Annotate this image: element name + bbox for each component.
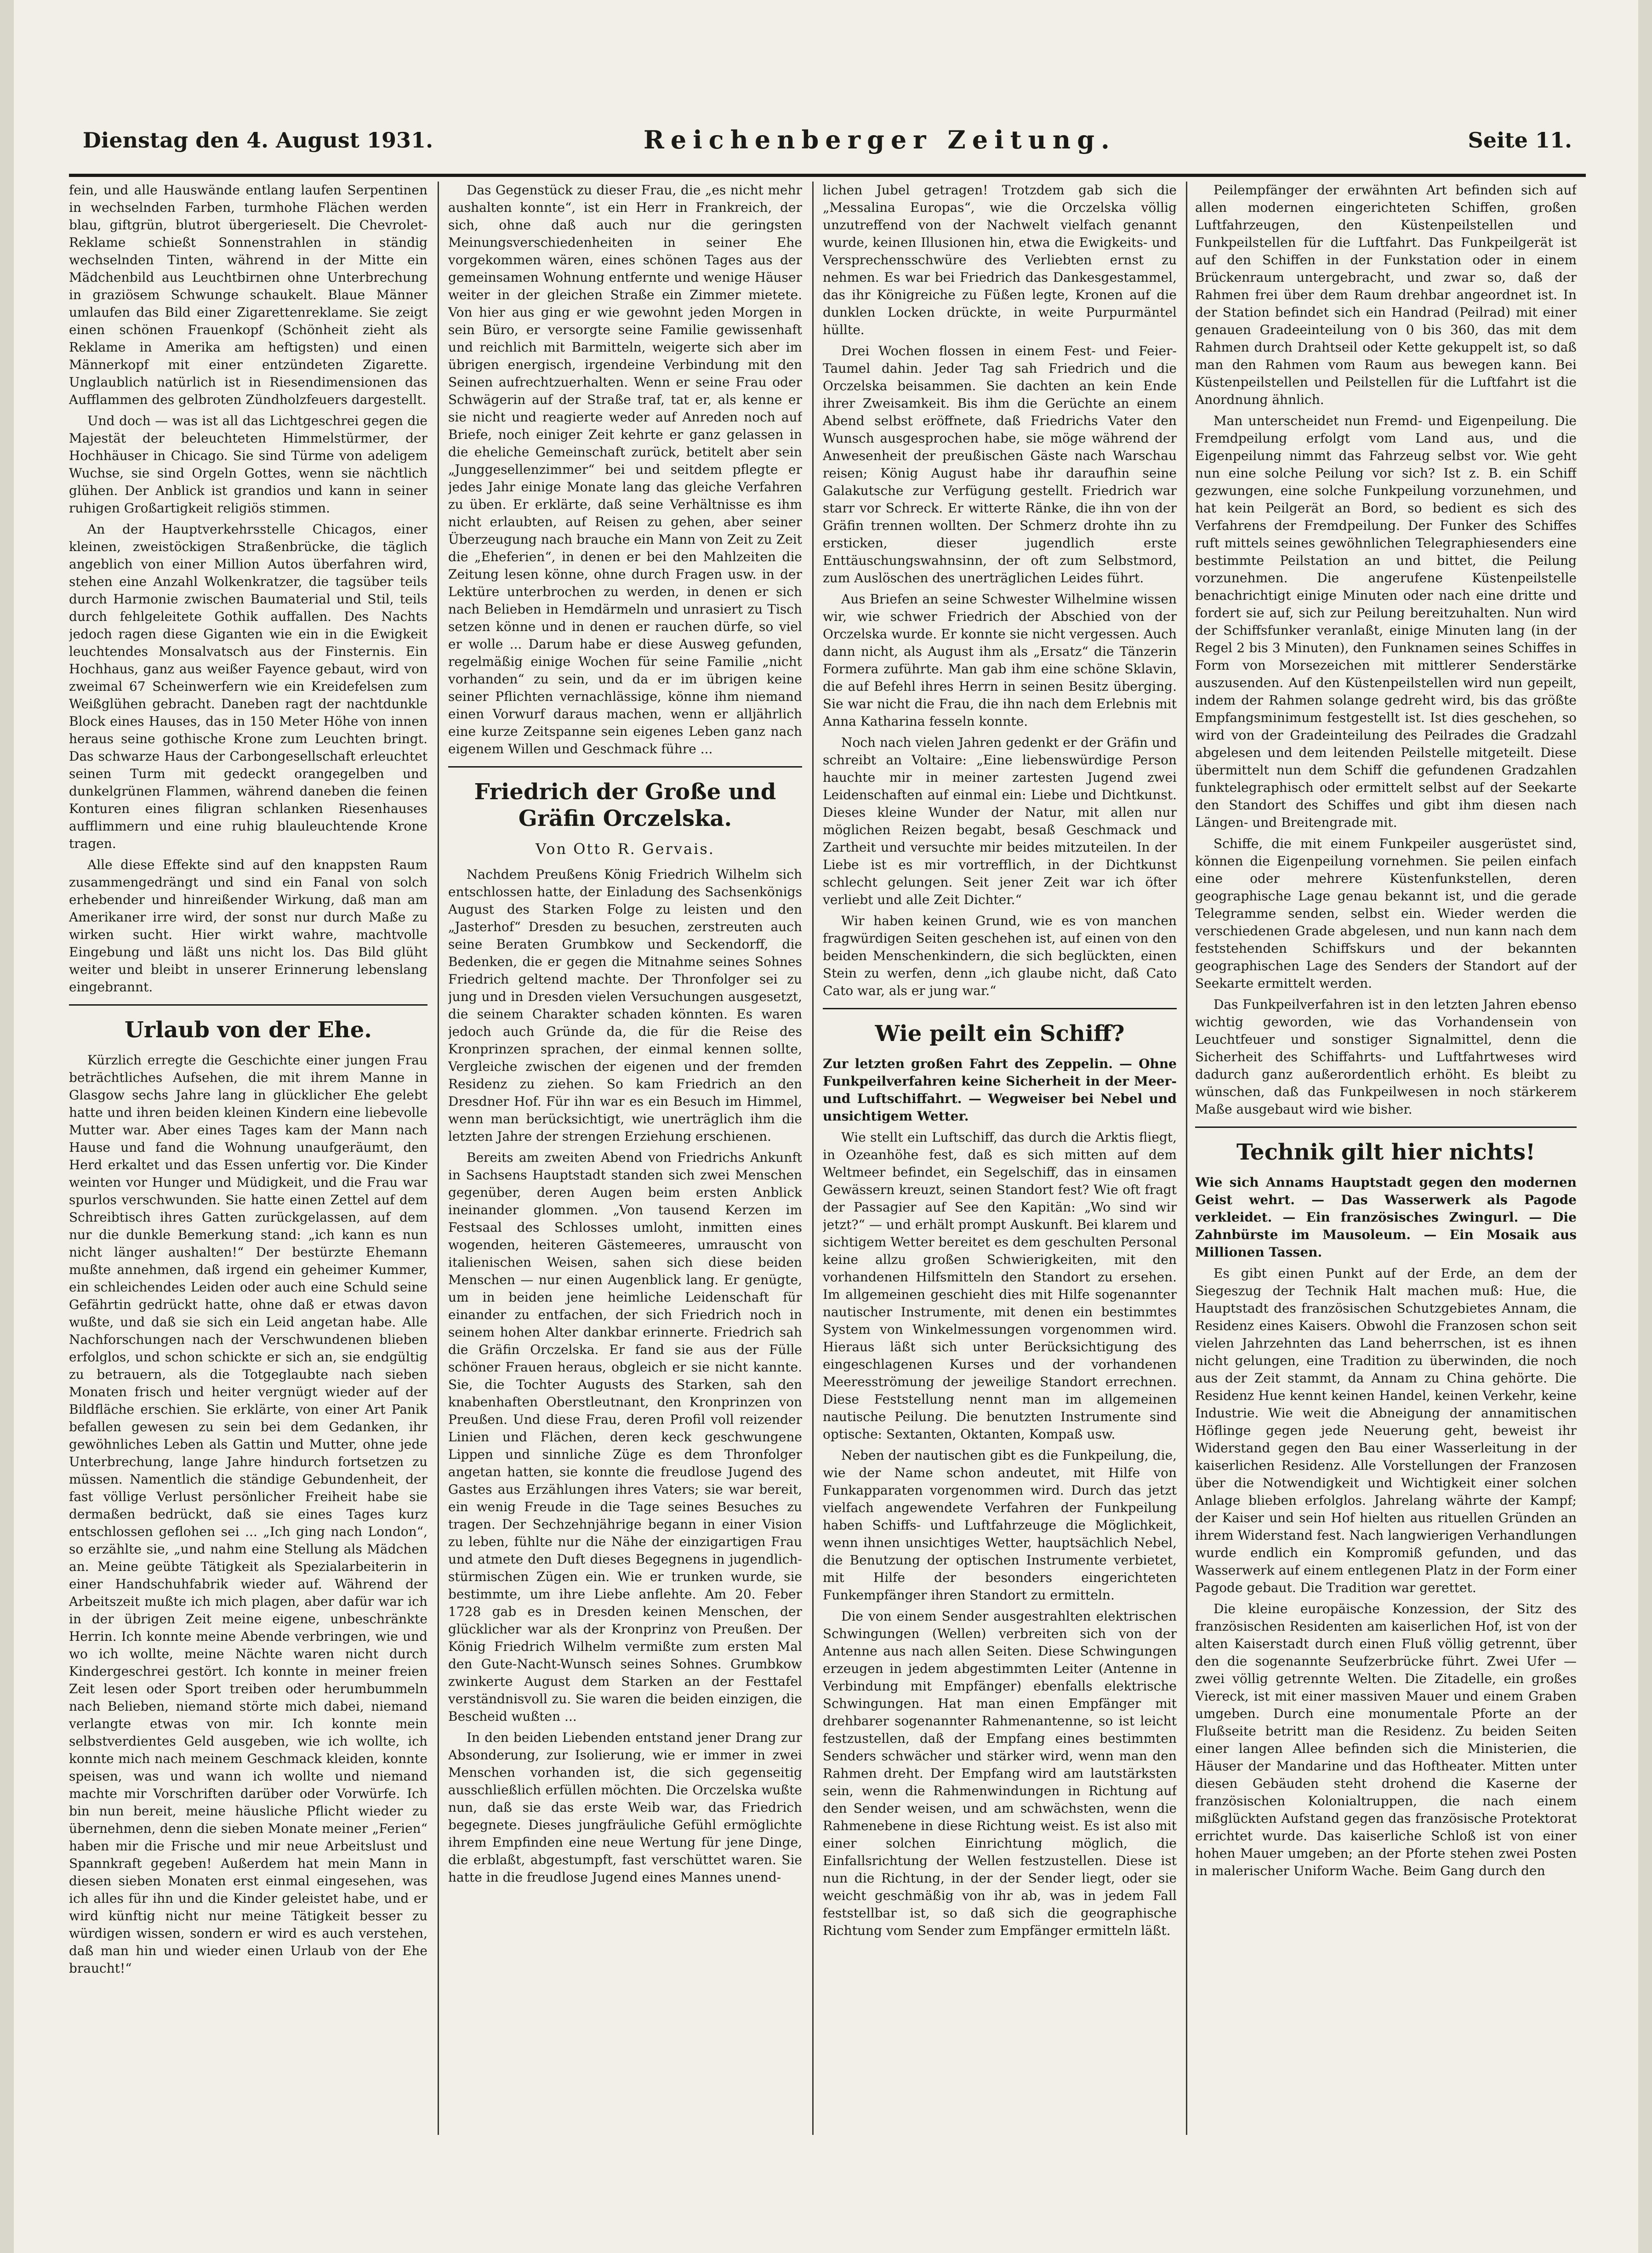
article-byline: Von Otto R. Gervais. — [535, 840, 715, 858]
article-paragraph: Kürzlich erregte die Geschichte einer jungen Frau beträchtliches Aufsehen, die mit ihrem Manne in Glasgow sechs Jahre lang in glücklicher Ehe gelebt hatte und ihren beiden kleinen Kindern eine liebevolle Mutter war. Aber eines Tages kam der Mann nach Hause und fand die Wohnung unaufgeräumt, den Herd erkaltet und das Essen unfertig vor. Die Kinder weinten vor Hunger und Müdigkeit, und die Frau war spurlos verschwunden. Sie hatte einen Zettel auf dem Schreibtisch ihres Gatten zurückgelassen, auf dem nur die dunkle Bemerkung stand: „ich kann es nun nicht länger aushalten!“ Der bestürzte Ehemann mußte annehmen, daß irgend ein geheimer Kummer, ein schleichendes Leiden oder auch eine Schuld seine Gefährtin gedrückt hatte, ohne daß er etwas davon wußte, und daß sie sich ein Leid angetan habe. Alle Nachforschungen nach der Verschwundenen blieben erfolglos, und schon schickte er sich an, sie endgültig zu betrauern, als die Totgeglaubte nach sieben Monaten frisch und heiter vergnügt wieder auf der Bildfläche erschien. Sie erklärte, von einer Art Panik befallen gewesen zu sein bei dem Gedanken, ihr gewöhnliches Leben als Gattin und Mutter, ohne jede Unterbrechung, lange Jahre hindurch fortsetzen zu müssen. Namentlich die ständige Gebundenheit, der fast völlige Verlust persönlicher Freiheit habe sie dermaßen bedrückt, daß sie eines Tages kurz entschlossen geflohen sei ... „Ich ging nach London“, so erzählte sie, „und nahm eine Stellung als Mädchen an. Meine geübte Tätigkeit als Spezialarbeiterin in einer Handschuhfabrik wieder auf. Während der Arbeitszeit mußte ich mich plagen, aber dafür war ich in der übrigen Zeit meine eigene, unbeschränkte Herrin. Ich konnte meine Abende verbringen, wie und wo ich wollte, meine Nächte waren nicht durch Kindergeschrei gestört. Ich konnte in meiner freien Zeit lesen oder Sport treiben oder herumbummeln nach Belieben, niemand störte mich dabei, niemand verlangte etwas von mir. Ich konnte mein selbstverdientes Geld ausgeben, wie ich wollte, ich konnte mich nach meinem Geschmack kleiden, konnte speisen, was und wann ich wollte und niemand machte mir Vorschriften darüber oder Vorwürfe. Ich bin nun bereit, meine häusliche Pflicht wieder zu übernehmen, denn die sieben Monate meiner „Ferien“ haben mir die Frische und mir neue Arbeitslust und Spannkraft gegeben! Außerdem hat mein Mann in diesen sieben Monaten erst einmal eingesehen, was ich alles für ihn und die Kinder geleistet habe, und er wird künftig nicht nur meine Tätigkeit besser zu würdigen wissen, sondern er wird es auch verstehen, daß man hin und wieder einen Urlaub von der Ehe braucht!“ — [69, 1053, 427, 1976]
article-paragraph: lichen Jubel getragen! Trotzdem gab sich die „Messalina Europas“, wie die Orczelska völlig unzutreffend von der Nachwelt vielfach genannt wurde, keinen Illusionen hin, etwa die Ewigkeits- und Versprechensschwüre des Verliebten ernst zu nehmen. Es war bei Friedrich das Dankesgestammel, das ihr Königreiche zu Füßen legte, Kronen auf die dunklen Locken drückte, in weite Purpurmäntel hüllte. — [823, 182, 1177, 337]
newspaper-title: Reichenberger Zeitung. — [644, 125, 1116, 154]
page-number: Seite 11. — [1468, 128, 1572, 153]
article-paragraph: Peilempfänger der erwähnten Art befinden sich auf allen modernen eingerichteten Schiffen, großen Luftfahrzeugen, den Küstenpeilstellen und Funkpeilstellen für die Luftfahrt. Das Funkpeilgerät ist auf den Schiffen in der Funkstation oder in einem Brückenraum untergebracht, und zwar so, daß der Rahmen frei über dem Raum drehbar angeordnet ist. In der Station befindet sich ein Handrad (Peilrad) mit einer genauen Gradeeinteilung von 0 bis 360, das mit dem Rahmen durch Drahtseil oder Kette gekuppelt ist, so daß man den Rahmen vom Raum aus bewegen kann. Bei Küstenpeilstellen und Peilstellen für die Luftfahrt ist die Anordnung ähnlich. — [1195, 182, 1577, 407]
header-date: Dienstag den 4. August 1931. — [83, 128, 433, 153]
article-heading: Wie peilt ein Schiff? — [875, 1021, 1125, 1047]
article-lead: Zur letzten großen Fahrt des Zeppelin. — Ohne Funkpeilverfahren keine Sicherheit in der Meer- und Luftschiffahrt. — Wegweiser bei Nebel und unsichtigem Wetter. — [823, 1056, 1177, 1124]
section-rule — [69, 1004, 427, 1006]
article-paragraph: Das Gegenstück zu dieser Frau, die „es nicht mehr aushalten konnte“, ist ein Herr in Frankreich, der sich, ohne daß auch nur die geringsten Meinungsverschiedenheiten in seiner Ehe vorgekommen wären, eines schönen Tages aus der gemeinsamen Wohnung entfernte und wenige Häuser weiter in der gleichen Straße ein Zimmer mietete. Von hier aus ging er wie gewohnt jeden Morgen in sein Büro, er versorgte seine Familie gewissenhaft und reichlich mit Barmitteln, weigerte sich aber im übrigen energisch, irgendeine Verbindung mit den Seinen aufrechtzuerhalten. Wenn er seine Frau oder Schwägerin auf der Straße traf, tat er, als kenne er sie nicht und reagierte weder auf Anreden noch auf Briefe, noch einiger Zeit kehrte er ganz gelassen in die eheliche Gemeinschaft zurück, betitelt aber sein „Junggesellenzimmer“ bei und seitdem pflegte er jedes Jahr einige Monate lang das gleiche Verfahren zu üben. Er erklärte, daß seine Verhältnisse es ihm nicht erlaubten, auf Reisen zu gehen, aber seiner Überzeugung nach brauche ein Mann von Zeit zu Zeit die „Eheferien“, in denen er bei den Mahlzeiten die Zeitung lesen könne, ohne durch Fragen usw. in der Lektüre unterbrochen zu werden, in denen er sich nach Belieben in Hemdärmeln und unrasiert zu Tisch setzen könne und in denen er rauchen dürfe, so viel er wolle ... Darum habe er diese Ausweg gefunden, regelmäßig einige Wochen für seine Familie „nicht vorhanden“ zu sein, und da er im übrigen keine seiner Pflichten vernachlässige, könne ihm niemand einen Vorwurf daraus machen, wenn er alljährlich eine kurze Zeitspanne sein eigenes Leben ganz nach eigenem Willen und Geschmack führe ... — [448, 182, 802, 757]
article-paragraph: An der Hauptverkehrsstelle Chicagos, einer kleinen, zweistöckigen Straßenbrücke, die täglich angeblich von einer Million Autos überfahren wird, stehen eine Anzahl Wolkenkratzer, die tagsüber teils durch Harmonie zwischen Baumaterial und Stil, teils durch fehlgeleitete Gothik auffallen. Des Nachts jedoch ragen diese Giganten wie ein in die Ewigkeit leuchtendes Monsalvatsch aus der Finsternis. Ein Hochhaus, ganz aus weißer Fayence gebaut, wird von zweimal 67 Scheinwerfern wie ein Kreidefelsen zum Weißglühen gebracht. Daneben ragt der nachtdunkle Block eines Hauses, das in 150 Meter Höhe von innen heraus seine gothische Krone zum Leuchten bringt. Das schwarze Haus der Carbongesellschaft erleuchtet seinen Turm mit gedeckt orangegelben und dunkelgrünen Flammen, während daneben die feinen Konturen eines filigran schlanken Riesenhauses aufflimmern und eine ruhig blauleuchtende Krone tragen. — [69, 522, 427, 851]
article-heading: Friedrich der Große und Gräfin Orczelska. — [474, 779, 776, 831]
article-paragraph: Die kleine europäische Konzession, der Sitz des französischen Residenten am kaiserlichen Hof, ist von der alten Kaiserstadt durch einen Fluß völlig getrennt, über den die sogenannte Seufzerbrücke führt. Zwei Ufer — zwei völlig getrennte Welten. Die Zitadelle, ein großes Viereck, ist mit einer massiven Mauer und einem Graben umgeben. Durch eine monumentale Pforte an der Flußseite betritt man die Residenz. Zu beiden Seiten einer langen Allee befinden sich die Ministerien, die Häuser der Mandarine und das Hoftheater. Mitten unter diesen Gebäuden steht drohend die Kaserne der französischen Kolonialtruppen, die nach einem mißglückten Aufstand gegen das französische Protektorat errichtet wurde. Das kaiserliche Schloß ist von einer hohen Mauer umgeben; an der Pforte stehen zwei Posten in malerischer Uniform Wache. Beim Gang durch den — [1195, 1601, 1577, 1878]
article-paragraph: In den beiden Liebenden entstand jener Drang zur Absonderung, zur Isolierung, wie er immer in zwei Menschen vorhanden ist, die sich gegenseitig ausschließlich erfüllen möchten. Die Orczelska wußte nun, daß sie das erste Weib war, das Friedrich begegnete. Dieses jungfräuliche Gefühl ermöglichte ihrem Empfinden eine neue Wertung für jene Dinge, die erblaßt, abgestumpft, fast verschüttet waren. Sie hatte in die freudlose Jugend eines Mannes unend- — [448, 1730, 802, 1885]
article-paragraph: Schiffe, die mit einem Funkpeiler ausgerüstet sind, können die Eigenpeilung vornehmen. Sie peilen einfach eine oder mehrere Küstenfunkstellen, deren geographische Lage genau bekannt ist, und die gerade Telegramme senden, selbst ein. Wieder werden die verschiedenen Grade abgelesen, und nun kann nach dem feststehenden Schiffskurs und der bekannten geographischen Lage des Senders der Standort auf der Seekarte ermittelt werden. — [1195, 836, 1577, 991]
article-lead: Wie sich Annams Hauptstadt gegen den modernen Geist wehrt. — Das Wasserwerk als Pagode verkleidet. — Ein französisches Zwingurl. — Die Zahnbürste im Mausoleum. — Ein Mosaik aus Millionen Tassen. — [1195, 1175, 1577, 1260]
column-divider — [1186, 182, 1187, 2135]
column-4 — [1195, 182, 1577, 2135]
article-paragraph: Man unterscheidet nun Fremd- und Eigenpeilung. Die Fremdpeilung erfolgt vom Land aus, und die Eigenpeilung nimmt das Fahrzeug selbst vor. Wie geht nun eine solche Peilung vor sich? Ist z. B. ein Schiff gezwungen, eine solche Funkpeilung vorzunehmen, und hat kein Peilgerät an Bord, so bedient es sich des Verfahrens der Fremdpeilung. Der Funker des Schiffes ruft mittels seines gewöhnlichen Telegraphiesenders eine bestimmte Peilstation an und bittet, die Peilung vorzunehmen. Die angerufene Küstenpeilstelle benachrichtigt einige Minuten oder nach eine dritte und fordert sie auf, sich zur Peilung bereitzuhalten. Nun wird der Schiffsfunker veranlaßt, einige Minuten lang (in der Regel 2 bis 3 Minuten), den Funknamen seines Schiffes in Form von Morsezeichen mit mittlerer Senderstärke auszusenden. Auf den Küstenpeilstellen wird nun gepeilt, indem der Rahmen solange gedreht wird, bis das größte Empfangsminimum festgestellt ist. Ist dies geschehen, so wird von der Gradeinteilung des Peilrades die Gradzahl abgelesen und dem leitenden Peilstelle mitgeteilt. Diese übermittelt nun dem Schiff die gefundenen Gradzahlen funktelegraphisch oder ermittelt selbst auf der Seekarte den Standort des Schiffes und gibt ihm diesen nach Längen- und Breitengrade mit. — [1195, 413, 1577, 830]
column-divider — [438, 182, 439, 2135]
article-paragraph: Wie stellt ein Luftschiff, das durch die Arktis fliegt, in Ozeanhöhe fest, daß es sich mitten auf dem Weltmeer befindet, ein Segelschiff, das in einsamen Gewässern kreuzt, seinen Standort fest? Wie oft fragt der Passagier auf See den Kapitän: „Wo sind wir jetzt?“ — und erhält prompt Auskunft. Bei klarem und sichtigem Wetter bereitet es dem geschulten Personal keine allzu großen Schwierigkeiten, mit den vorhandenen Hilfsmitteln den Standort zu ersehen. Im allgemeinen geschieht dies mit Hilfe sogenannter nautischer Instrumente, mit denen ein bestimmtes System von Winkelmessungen vorgenommen wird. Hieraus läßt sich unter Berücksichtigung des eingeschlagenen Kurses und der vorhandenen Meeresströmung der jeweilige Standort errechnen. Diese Feststellung nennt man im allgemeinen nautische Peilung. Die benutzten Instrumente sind optische: Sextanten, Oktanten, Kompaß usw. — [823, 1130, 1177, 1442]
header-rule — [69, 174, 1586, 177]
article-paragraph: Drei Wochen flossen in einem Fest- und Feier-Taumel dahin. Jeder Tag sah Friedrich und die Orczelska beisammen. Sie dachten an kein Ende ihrer Zweisamkeit. Bis ihm die Gerüchte an einem Abend selbst eröffnete, daß Friedrichs Vater den Wunsch ausgesprochen habe, sie möge während der Anwesenheit der preußischen Gäste nach Warschau reisen; König August habe ihr daraufhin seine Galakutsche zur Verfügung gestellt. Friedrich war starr vor Schreck. Er witterte Ränke, die ihn von der Gräfin trennen wollten. Der Schmerz drohte ihn zu ersticken, dieser jugendlich erste Enttäuschungswahnsinn, der oft zum Selbstmord, zum Auslöschen des unerträglichen Leides führt. — [823, 343, 1177, 586]
article-paragraph: Die von einem Sender ausgestrahlten elektrischen Schwingungen (Wellen) verbreiten sich von der Antenne aus nach allen Seiten. Diese Schwingungen erzeugen in jedem abgestimmten Leiter (Antenne in Verbindung mit Empfänger) ebenfalls elektrische Schwingungen. Hat man einen Empfänger mit drehbarer sogenannter Rahmenantenne, so ist leicht festzustellen, daß der Empfang eines bestimmten Senders schwächer und stärker wird, wenn man den Rahmen dreht. Der Empfang wird am lautstärksten sein, wenn die Rahmenwindungen in Richtung auf den Sender weisen, und am schwächsten, wenn die Rahmenebene in diese Richtung weist. Es ist also mit einer solchen Einrichtung möglich, die Einfallsrichtung der Wellen festzustellen. Diese ist nun die Richtung, in der der Sender liegt, oder sie weicht geschmäßig von ihr ab, was in jedem Fall feststellbar ist, so daß sich die geographische Richtung vom Sender zum Empfänger ermitteln läßt. — [823, 1609, 1177, 1938]
article-paragraph: Das Funkpeilverfahren ist in den letzten Jahren ebenso wichtig geworden, wie das Vorhandensein von Leuchtfeuer und sonstiger Signalmittel, denn die Sicherheit des Schiffahrts- und Luftfahrtweses wird dadurch ganz außerordentlich erhöht. Es bleibt zu wünschen, daß das Funkpeilwesen in noch stärkerem Maße ausgebaut wird wie bisher. — [1195, 997, 1577, 1117]
article-paragraph: Alle diese Effekte sind auf den knappsten Raum zusammengedrängt und sind ein Fanal von solch erhebender und hinreißender Wirkung, daß man am Amerikaner irre wird, der sonst nur durch Maße zu wirken sucht. Hier wirkt wahre, machtvolle Eingebung und läßt uns nicht los. Das Bild glüht weiter und bleibt in unserer Erinnerung lebenslang eingebrannt. — [69, 857, 427, 995]
article-heading: Technik gilt hier nichts! — [1236, 1139, 1536, 1165]
column-divider — [812, 182, 814, 2135]
page-header — [83, 123, 1572, 160]
column-3 — [823, 182, 1177, 2135]
article-paragraph: Nachdem Preußens König Friedrich Wilhelm sich entschlossen hatte, der Einladung des Sachsenkönigs August des Starken Folge zu leisten und den „Jasterhof“ Dresden zu besuchen, zerstreuten auch seine Beraten Grumbkow und Seckendorff, die Bedenken, die er gegen die Mitnahme seines Sohnes Friedrich geltend machte. Der Thronfolger sei zu jung und in Dresden vielen Versuchungen ausgesetzt, die seinem Charakter schaden könnten. Es waren jedoch auch Gründe da, die für die Reise des Kronprinzen sprachen, der einmal kennen sollte, Vergleiche zwischen der eigenen und der fremden Residenz zu ziehen. So kam Friedrich an den Dresdner Hof. Für ihn war es ein Besuch im Himmel, wenn man berücksichtigt, wie unerträglich ihm die letzten Jahre der strengen Erziehung erschienen. — [448, 867, 802, 1144]
article-paragraph: Es gibt einen Punkt auf der Erde, an dem der Siegeszug der Technik Halt machen muß: Hue, die Hauptstadt des französischen Schutzgebietes Annam, die Residenz eines Kaisers. Obwohl die Franzosen schon seit vielen Jahrzehnten das Land beherrschen, ist es ihnen nicht gelungen, eine Tradition zu überwinden, die noch aus der Zeit stammt, da Annam zu China gehörte. Die Residenz Hue kennt keinen Handel, keinen Verkehr, keine Industrie. Wie weit die Abneigung der annamitischen Höflinge gegen jede Neuerung geht, beweist ihr Widerstand gegen den Bau einer Wasserleitung in der kaiserlichen Residenz. Alle Vorstellungen der Franzosen über die Notwendigkeit und Wichtigkeit einer solchen Anlage blieben erfolglos. Jahrelang währte der Kampf; der Kaiser und sein Hof hielten aus rituellen Gründen an ihrem Widerstand fest. Nach langwierigen Verhandlungen wurde endlich ein Kompromiß gefunden, und das Wasserwerk auf einem entlegenen Platz in der Form einer Pagode gebaut. Die Tradition war gerettet. — [1195, 1266, 1577, 1595]
section-rule — [823, 1008, 1177, 1009]
article-paragraph: Und doch — was ist all das Lichtgeschrei gegen die Majestät der beleuchteten Himmelstürmer, der Hochhäuser in Chicago. Sie sind Türme von adeligem Wuchse, sie sind Orgeln Gottes, wenn sie nächtlich glühen. Der Anblick ist grandios und kann in seiner ruhigen Großartigkeit religiös stimmen. — [69, 413, 427, 516]
section-rule — [448, 766, 802, 768]
left-margin — [0, 0, 14, 2253]
column-1 — [69, 182, 427, 2135]
article-paragraph: Noch nach vielen Jahren gedenkt er der Gräfin und schreibt an Voltaire: „Eine liebenswürdige Person hauchte mir in meiner zartesten Jugend zwei Leidenschaften auf einmal ein: Liebe und Dichtkunst. Dieses kleine Wunder der Natur, mit allen nur möglichen Reizen begabt, besaß Geschmack und Zartheit und versuchte mir beides mitzuteilen. In der Liebe ist es mir vortrefflich, in der Dichtkunst schlecht gelungen. Seit jener Zeit war ich öfter verliebt und alle Zeit Dichter.“ — [823, 735, 1177, 907]
right-margin — [1638, 0, 1652, 2253]
article-paragraph: Wir haben keinen Grund, wie es von manchen fragwürdigen Seiten geschehen ist, auf einen von den beiden Menschenkindern, die sich beglückten, einen Stein zu werfen, denn „ich glaube nicht, daß Cato Cato war, als er jung war.“ — [823, 913, 1177, 998]
article-paragraph: Bereits am zweiten Abend von Friedrichs Ankunft in Sachsens Hauptstadt standen sich zwei Menschen gegenüber, deren Augen beim ersten Anblick ineinander glommen. „Von tausend Kerzen im Festsaal des Schlosses umloht, inmitten eines wogenden, heiteren Gästemeeres, umrauscht von italienischen Weisen, sahen sich diese beiden Menschen — nur einen Augenblick lang. Er genügte, um in beiden jene heimliche Leidenschaft für einander zu entfachen, der sich Friedrich noch in seinem hohen Alter dankbar erinnerte. Friedrich sah die Gräfin Orczelska. Er fand sie aus der Fülle schöner Frauen heraus, obgleich er sie nicht kannte. Sie, die Tochter Augusts des Starken, sah den knabenhaften Oberstleutnant, den Kronprinzen von Preußen. Und diese Frau, deren Profil voll reizender Linien und Flächen, deren keck geschwungene Lippen und sinnliche Züge es dem Thronfolger angetan hatten, sie konnte die freudlose Jugend des Gastes aus Erzählungen ihres Vaters; sie war bereit, ein wenig Freude in die Tage seines Besuches zu tragen. Der Sechzehnjährige begann in einer Vision zu leben, fühlte nur die Nähe der einzigartigen Frau und atmete den Duft dieses Begegnens in jugendlich-stürmischen Zügen ein. Wie er trunken wurde, sie bestimmte, um ihre Liebe anflehte. Am 20. Feber 1728 gab es in Dresden keinen Menschen, der glücklicher war als der Kronprinz von Preußen. Der König Friedrich Wilhelm vermißte zum ersten Mal den Gute-Nacht-Wunsch seines Sohnes. Grumbkow zwinkerte August dem Starken an der Festtafel verständnisvoll zu. Sie waren die beiden einzigen, die Bescheid wußten ... — [448, 1150, 802, 1724]
article-heading: Urlaub von der Ehe. — [124, 1017, 372, 1043]
article-paragraph: fein, und alle Hauswände entlang laufen Serpentinen in wechselnden Farben, turmhohe Flächen werden blau, giftgrün, blutrot übergerieselt. Die Chevrolet-Reklame schießt Sonnenstrahlen in ständig wechselnden Tinten, während in der Mitte ein Mädchenbild aus Leuchtbirnen ohne Unterbrechung in graziösem Schwunge schaukelt. Blaue Männer umlaufen das Bild einer Zigarettenreklame. Sie zeigt einen schönen Frauenkopf (Schönheit zieht als Reklame in Amerika am heftigsten) und einen Männerkopf mit einer entzündeten Zigarette. Unglaublich natürlich ist in Riesendimensionen das Aufflammen des gelbroten Zündholzfeuers dargestellt. — [69, 182, 427, 407]
section-rule — [1195, 1126, 1577, 1128]
article-paragraph: Aus Briefen an seine Schwester Wilhelmine wissen wir, wie schwer Friedrich der Abschied von der Orczelska wurde. Er konnte sie nicht vergessen. Auch dann nicht, als August ihm als „Ersatz“ die Tänzerin Formera zuführte. Man gab ihm eine schöne Sklavin, die auf Befehl ihres Herrn in seinen Besitz überging. Sie war nicht die Frau, die ihn nach dem Erlebnis mit Anna Katharina fesseln konnte. — [823, 592, 1177, 729]
column-2 — [448, 182, 802, 2135]
article-paragraph: Neben der nautischen gibt es die Funkpeilung, die, wie der Name schon andeutet, mit Hilfe von Funkapparaten vorgenommen wird. Durch das jetzt vielfach angewendete Verfahren der Funkpeilung haben Schiffs- und Luftfahrzeuge die Möglichkeit, wenn ihnen unsichtiges Wetter, hauptsächlich Nebel, die Benutzung der optischen Instrumente verbietet, mit Hilfe der besonders eingerichteten Funkempfänger ihren Standort zu ermitteln. — [823, 1448, 1177, 1603]
